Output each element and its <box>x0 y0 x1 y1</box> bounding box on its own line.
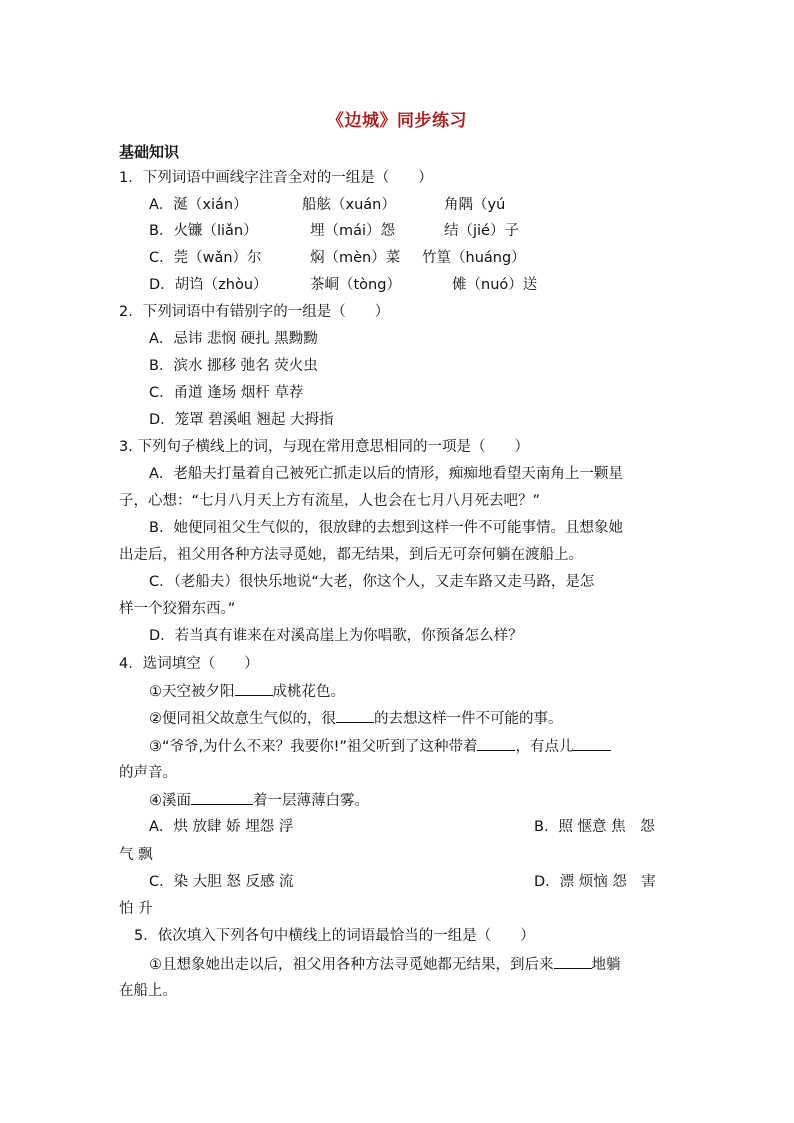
question-2-option-d: D．笼罩 碧溪岨 翘起 大拇指 <box>149 412 334 428</box>
question-4-sentence-3 <box>149 736 611 757</box>
question-3-option-d: D．若当真有谁来在对溪高崖上为你唱歌，你预备怎么样？ <box>149 628 523 644</box>
option-text: 船舷（xuán） <box>302 197 396 213</box>
option-text: A．涎（xián） <box>149 197 248 213</box>
fill-blank <box>336 708 374 723</box>
option-text: 竹篁（huáng） <box>422 250 526 266</box>
question-3-option-b-line1: B．她便同祖父生气似的，很放肆的去想到这样一件不可能事情。且想象她 <box>149 520 623 536</box>
option-text: C．莞（wǎn）尔 <box>149 250 262 266</box>
question-2-option-c: C．甬道 逢场 烟杆 草荐 <box>149 385 304 401</box>
sentence-text: 着一层薄薄白雾。 <box>253 793 369 809</box>
question-2-stem: 2．下列词语中有错别字的一组是（ ） <box>119 304 390 320</box>
section-heading: 基础知识 <box>119 143 180 161</box>
question-4-option-b: B．照 惬意 焦 怨 <box>534 819 655 835</box>
sentence-text: ①且想象她出走以后，祖父用各种方法寻觅她都无结果，到后来 <box>149 957 554 973</box>
question-5-sentence-1-cont: 在船上。 <box>119 983 177 999</box>
question-4-stem: 4．选词填空（ ） <box>119 656 259 672</box>
question-1-stem: 1．下列词语中画线字注音全对的一组是（ ） <box>119 170 433 186</box>
question-3-option-a-line2: 子，心想：“七月八月天上方有流星，人也会在七月八月死去吧？” <box>119 493 541 509</box>
option-text: 结（jié）子 <box>444 223 519 239</box>
sentence-text: ，有点儿 <box>515 739 574 755</box>
question-4-sentence-4 <box>149 790 369 811</box>
question-3-option-c-line1: C．（老船夫）很快乐地说“大老，你这个人，又走车路又走马路，是怎 <box>149 574 595 590</box>
option-text: B．火镰（liǎn） <box>149 223 258 239</box>
question-5-sentence-1 <box>149 954 621 975</box>
option-text: 茶峒（tòng） <box>310 277 401 293</box>
sentence-text: ④溪面 <box>149 793 191 809</box>
question-4-sentence-2 <box>149 708 563 729</box>
sentence-text: ①天空被夕阳 <box>149 684 235 700</box>
fill-blank <box>554 954 592 969</box>
fill-blank <box>191 790 253 805</box>
question-4-option-d-cont: 怕 升 <box>119 901 153 917</box>
fill-blank <box>235 681 273 696</box>
question-3-option-b-line2: 出走后，祖父用各种方法寻觅她，都无结果，到后无可奈何躺在渡船上。 <box>119 547 583 563</box>
page-title: 《边城》同步练习 <box>327 111 467 131</box>
fill-blank <box>573 736 611 751</box>
question-3-option-c-line2: 样一个狡猾东西。” <box>119 601 236 617</box>
question-4-option-d: D．漂 烦恼 怨 害 <box>534 874 656 890</box>
sentence-text: 的去想这样一件不可能的事。 <box>374 711 563 727</box>
option-text: 埋（mái）怨 <box>310 223 396 239</box>
question-4-sentence-3-cont: 的声音。 <box>119 765 177 781</box>
question-2-option-b: B．滨水 挪移 弛名 荧火虫 <box>149 358 318 374</box>
question-4-sentence-1 <box>149 681 345 702</box>
sentence-text: 成桃花色。 <box>272 684 345 700</box>
sentence-text: ③“爷爷,为什么不来？我要你!”祖父听到了这种带着 <box>149 739 478 755</box>
sentence-text: ②便同祖父故意生气似的，很 <box>149 711 336 727</box>
option-text: 角隅（yú <box>444 197 506 213</box>
question-4-option-a: A．烘 放肆 娇 埋怨 浮 <box>149 819 294 835</box>
option-text: 焖（mèn）菜 <box>310 250 401 266</box>
question-4-option-c: C．染 大胆 怒 反感 流 <box>149 874 294 890</box>
question-3-stem: 3. 下列句子横线上的词，与现在常用意思相同的一项是（ ） <box>119 439 529 455</box>
fill-blank <box>477 736 515 751</box>
question-4-option-b-cont: 气 飘 <box>119 847 153 863</box>
sentence-text: 地躺 <box>591 957 621 973</box>
option-text: 傩（nuó）送 <box>452 277 538 293</box>
question-3-option-a-line1: A．老船夫打量着自己被死亡抓走以后的情形，痴痴地看望天南角上一颗星 <box>149 466 623 482</box>
question-2-option-a: A．忌讳 悲悯 硬扎 黑黝黝 <box>149 331 318 347</box>
option-text: D．胡诌（zhòu） <box>149 277 268 293</box>
question-5-stem: 5．依次填入下列各句中横线上的词语最恰当的一组是（ ） <box>134 928 535 944</box>
